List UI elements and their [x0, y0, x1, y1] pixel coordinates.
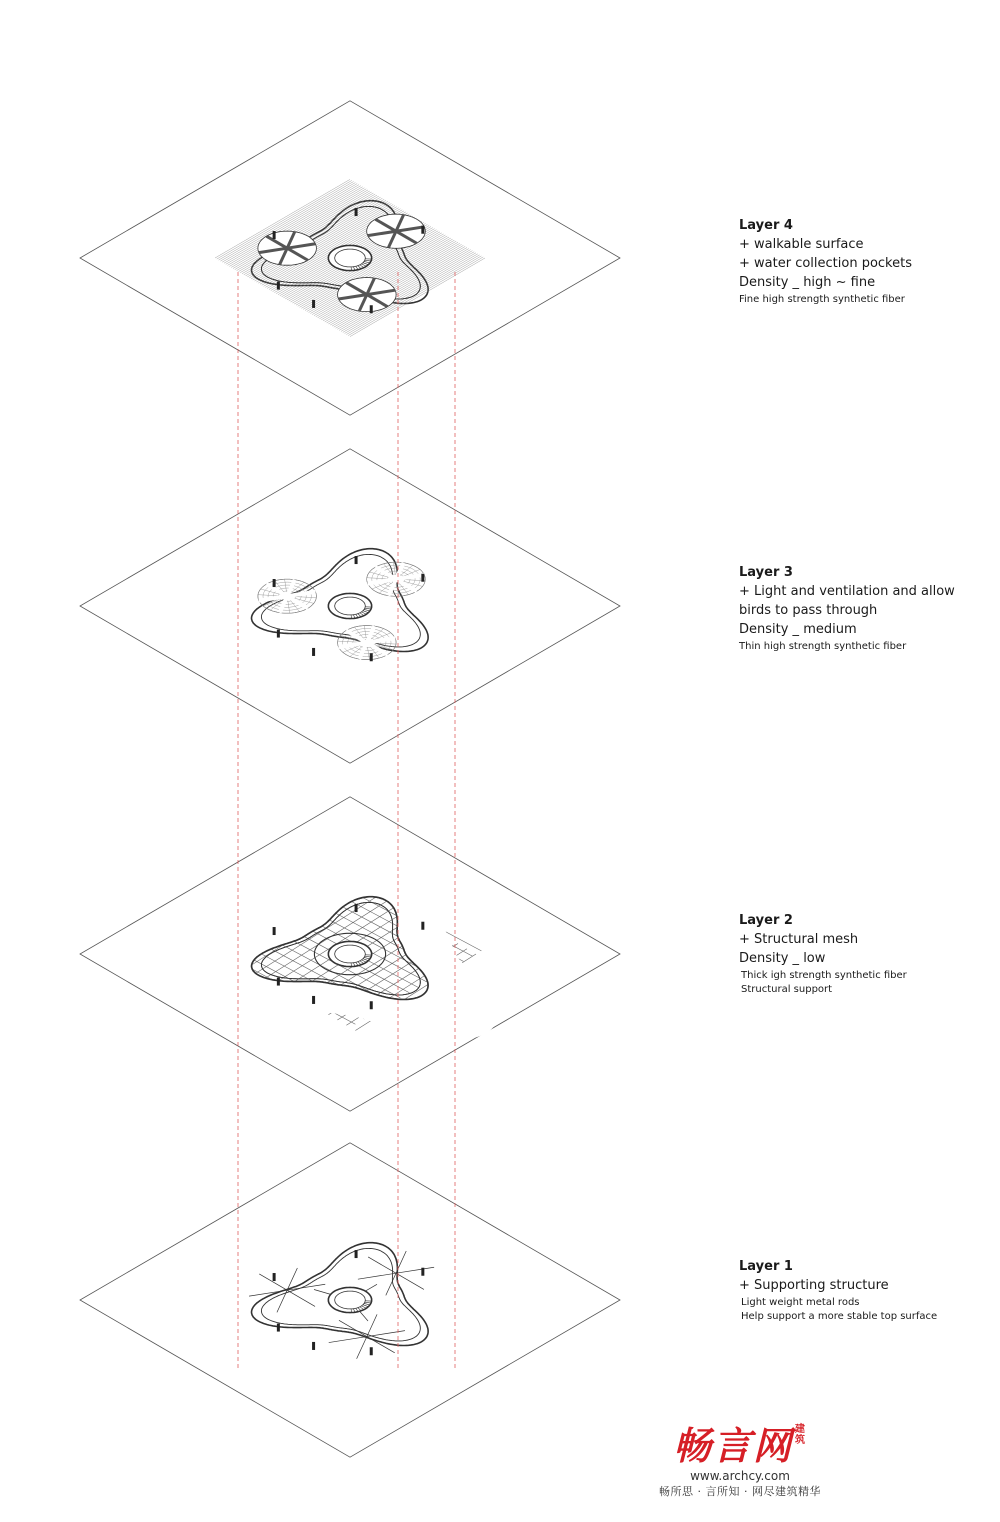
edge-connector: [312, 300, 315, 308]
edge-connector: [355, 556, 358, 564]
layer-title: Layer 2: [739, 913, 793, 928]
layer-4-description: [739, 216, 989, 306]
layer-note: Thin high strength synthetic fiber: [739, 641, 907, 652]
edge-connector: [277, 282, 280, 290]
support-rod: [357, 1337, 367, 1359]
edge-connector: [421, 574, 424, 582]
watermark-url: www.archcy.com: [690, 1469, 790, 1483]
edge-connector: [277, 1324, 280, 1332]
layer-title: Layer 4: [739, 218, 793, 233]
edge-connector: [273, 231, 276, 239]
edge-connector: [421, 922, 424, 930]
layer-2-description: [739, 911, 989, 996]
edge-connector: [355, 904, 358, 912]
vent-grid-spoke: [258, 595, 280, 596]
layer-line: + Light and ventilation and allow: [739, 584, 955, 599]
layer-3-drawing: [80, 449, 620, 763]
edge-connector: [312, 648, 315, 656]
layer-line: + walkable surface: [739, 237, 864, 252]
layer-note: Help support a more stable top surface: [741, 1311, 938, 1322]
edge-connector: [273, 1273, 276, 1281]
layer-line: Density _ high ~ fine: [739, 275, 876, 290]
edge-connector: [370, 305, 373, 313]
layer-line: Density _ low: [739, 951, 826, 966]
layer-3-description: [739, 563, 989, 653]
layer-2-drawing: [80, 797, 620, 1111]
layer-line: birds to pass through: [739, 603, 878, 618]
edge-connector: [370, 653, 373, 661]
watermark-slogan: 畅所思 · 言所知 · 网尽建筑精华: [659, 1485, 821, 1498]
edge-connector: [312, 1342, 315, 1350]
edge-connector: [370, 1347, 373, 1355]
layer-1-description: [739, 1257, 989, 1323]
layer-line: + Supporting structure: [739, 1278, 889, 1293]
watermark: [630, 1424, 850, 1500]
vent-grid-spoke: [368, 647, 370, 660]
layer-note: Fine high strength synthetic fiber: [739, 294, 905, 305]
support-rod: [396, 1267, 434, 1273]
edge-connector: [355, 1250, 358, 1258]
layer-line: + Structural mesh: [739, 932, 859, 947]
watermark-badge: 建筑: [795, 1424, 807, 1446]
edge-connector: [312, 996, 315, 1004]
edge-connector: [421, 226, 424, 234]
layer-line: + water collection pockets: [739, 256, 912, 271]
edge-connector: [277, 630, 280, 638]
vent-gap: [266, 584, 287, 596]
vent-grid-spoke: [285, 579, 287, 592]
layer-4-drawing: [80, 101, 620, 415]
edge-connector: [277, 978, 280, 986]
layer-title: Layer 3: [739, 565, 793, 580]
support-rod: [329, 1337, 367, 1343]
edge-connector: [421, 1268, 424, 1276]
watermark-logo: [630, 1424, 850, 1468]
layer-note: Structural support: [741, 984, 833, 995]
edge-connector: [370, 1001, 373, 1009]
layer-1-drawing: [80, 1143, 620, 1457]
vent-gap: [396, 579, 417, 591]
edge-connector: [355, 208, 358, 216]
edge-connector: [273, 579, 276, 587]
vent-grid-spoke: [338, 641, 360, 642]
layer-title: Layer 1: [739, 1259, 793, 1274]
layer-note: Light weight metal rods: [741, 1297, 860, 1308]
edge-connector: [273, 927, 276, 935]
layer-note: Thick igh strength synthetic fiber: [741, 970, 907, 981]
watermark-logo-text: 畅言网: [672, 1424, 793, 1468]
layer-line: Density _ medium: [739, 622, 857, 637]
